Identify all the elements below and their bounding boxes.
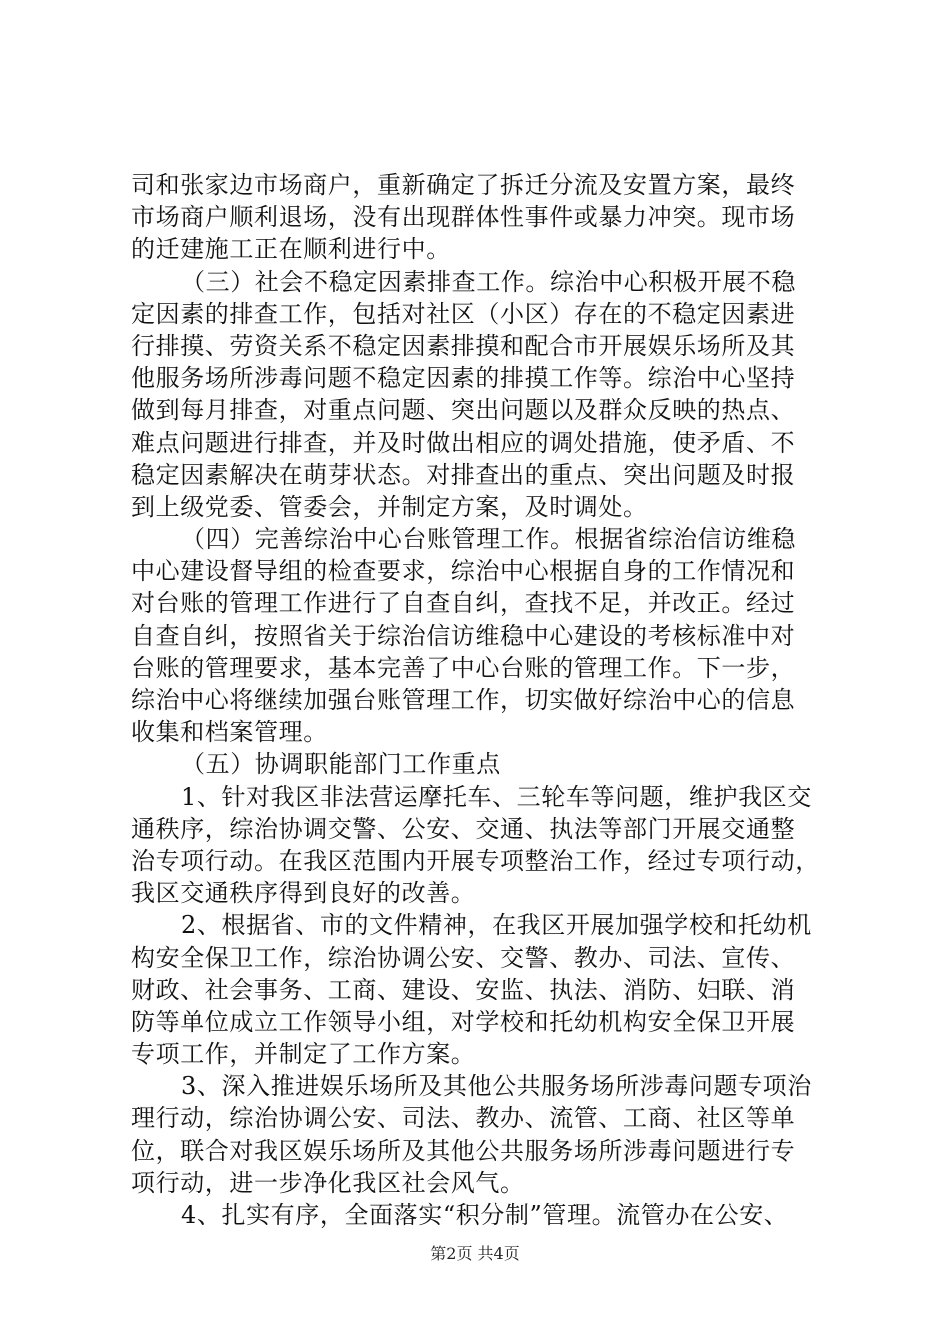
text-line: 项行动，进一步净化我区社会风气。 xyxy=(131,1168,525,1197)
text-line: 理行动，综治协调公安、司法、教办、流管、工商、社区等单 xyxy=(131,1104,796,1133)
page-footer: 第2页 共4页 xyxy=(430,1244,520,1263)
text-line: 做到每月排查，对重点问题、突出问题以及群众反映的热点、 xyxy=(131,396,796,425)
text-line: 行排摸、劳资关系不稳定因素排摸和配合市开展娱乐场所及其 xyxy=(131,331,796,360)
text-line: 2、根据省、市的文件精神，在我区开展加强学校和托幼机 xyxy=(181,911,812,940)
text-line: 台账的管理要求，基本完善了中心台账的管理工作。下一步， xyxy=(131,653,796,682)
text-line: 构安全保卫工作，综治协调公安、交警、教办、司法、宣传、 xyxy=(131,943,796,972)
text-line: 稳定因素解决在萌芽状态。对排查出的重点、突出问题及时报 xyxy=(131,460,796,489)
text-line: 市场商户顺利退场，没有出现群体性事件或暴力冲突。现市场 xyxy=(131,203,796,232)
text-line: 收集和档案管理。 xyxy=(131,718,328,747)
text-line: 综治中心将继续加强台账管理工作，切实做好综治中心的信息 xyxy=(131,686,796,714)
text-line: 我区交通秩序得到良好的改善。 xyxy=(131,879,476,908)
text-line: 财政、社会事务、工商、建设、安监、执法、消防、妇联、消 xyxy=(131,975,796,1004)
text-line: （四）完善综治中心台账管理工作。根据省综治信访维稳 xyxy=(181,525,796,554)
text-line: 对台账的管理工作进行了自查自纠，查找不足，并改正。经过 xyxy=(131,589,796,618)
text-line: 他服务场所涉毒问题不稳定因素的排摸工作等。综治中心坚持 xyxy=(131,364,796,393)
text-line: 难点问题进行排查，并及时做出相应的调处措施，使矛盾、不 xyxy=(131,428,796,457)
text-line: 3、深入推进娱乐场所及其他公共服务场所涉毒问题专项治 xyxy=(181,1072,812,1101)
text-line: 位，联合对我区娱乐场所及其他公共服务场所涉毒问题进行专 xyxy=(131,1136,796,1165)
text-line: 定因素的排查工作，包括对社区（小区）存在的不稳定因素进 xyxy=(131,299,796,328)
text-line: 通秩序，综治协调交警、公安、交通、执法等部门开展交通整 xyxy=(131,814,796,843)
text-line: 中心建设督导组的检查要求，综治中心根据自身的工作情况和 xyxy=(131,557,796,586)
text-line: 的迁建施工正在顺利进行中。 xyxy=(131,235,451,264)
document-body xyxy=(131,169,831,1231)
text-line: 自查自纠，按照省关于综治信访维稳中心建设的考核标准中对 xyxy=(131,621,796,650)
text-line: （三）社会不稳定因素排查工作。综治中心积极开展不稳 xyxy=(181,267,796,296)
text-line: 4、扎实有序，全面落实“积分制”管理。流管办在公安、 xyxy=(181,1201,789,1229)
text-line: （五）协调职能部门工作重点 xyxy=(181,750,501,779)
text-line: 专项工作，并制定了工作方案。 xyxy=(131,1040,476,1069)
text-line: 治专项行动。在我区范围内开展专项整治工作，经过专项行动， xyxy=(131,846,820,875)
text-line: 1、针对我区非法营运摩托车、三轮车等问题，维护我区交 xyxy=(181,782,812,811)
text-line: 司和张家边市场商户，重新确定了拆迁分流及安置方案，最终 xyxy=(131,171,796,199)
text-line: 到上级党委、管委会，并制定方案，及时调处。 xyxy=(131,492,648,521)
text-line: 防等单位成立工作领导小组，对学校和托幼机构安全保卫开展 xyxy=(131,1007,796,1036)
